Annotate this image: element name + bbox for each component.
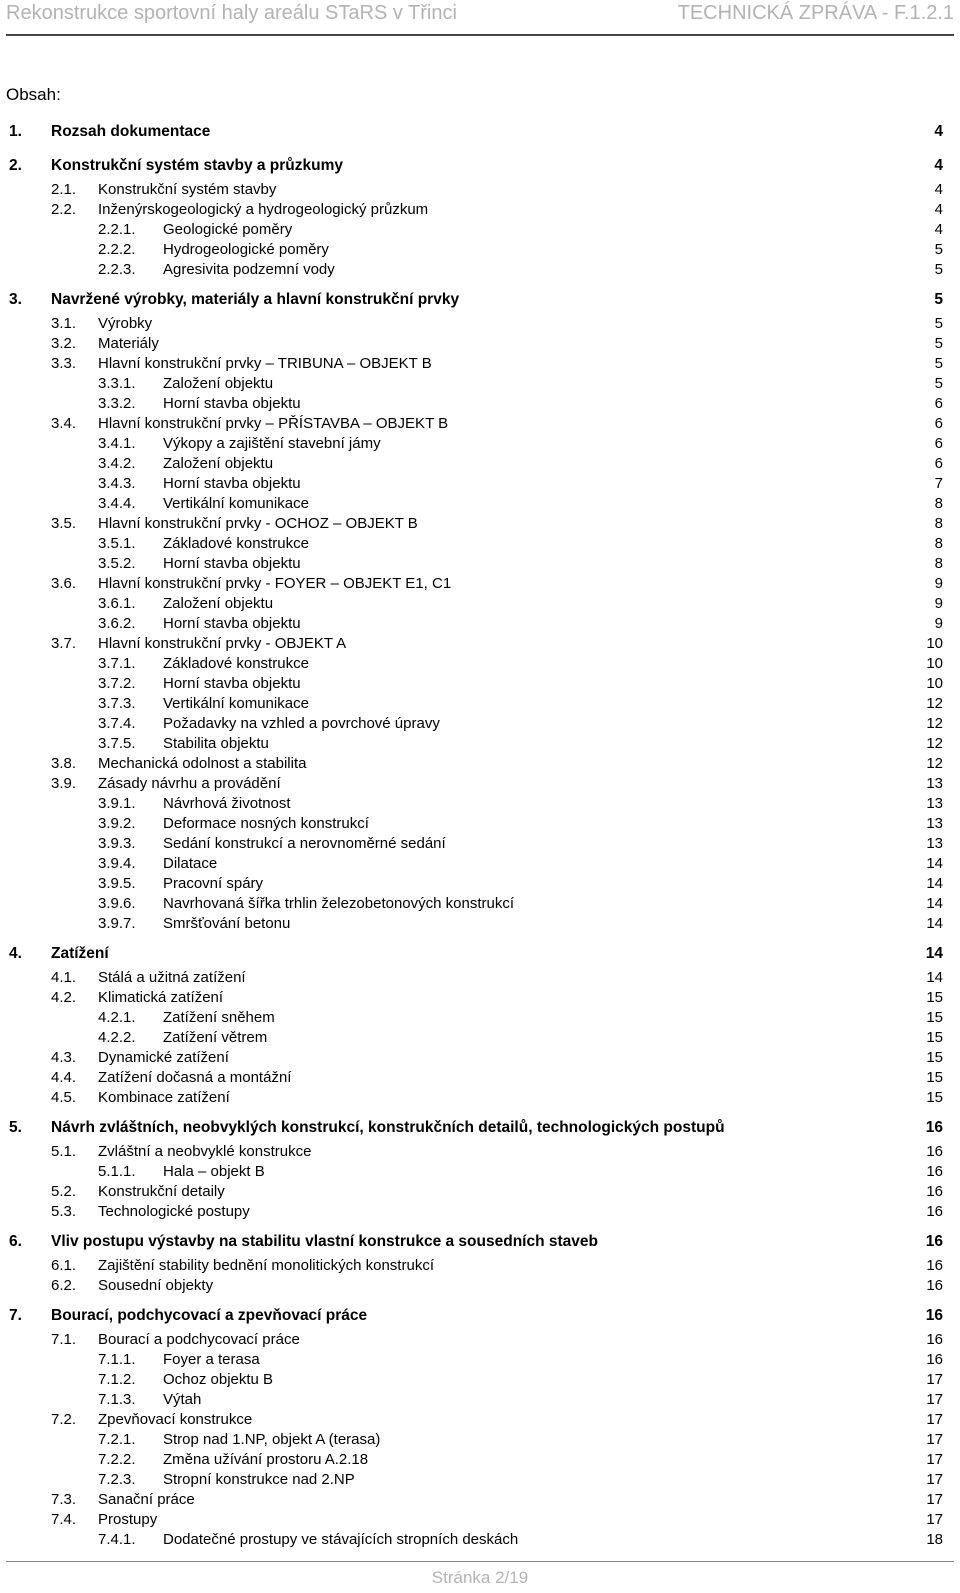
toc-entry-title: Pracovní spáry [163,875,264,892]
toc-entry-title: Dilatace [163,855,218,872]
toc-entry-num: 3.3.2. [98,395,136,412]
toc-entry-page: 14 [925,945,943,962]
toc-entry-page: 5 [934,375,943,392]
toc-entry[interactable] [0,1510,960,1530]
toc-entry-title: Konstrukční systém stavby [98,181,277,198]
toc-entry[interactable] [0,514,960,534]
toc-entry[interactable] [0,1490,960,1510]
toc-entry-title: Návrh zvláštních, neobvyklých konstrukcí, konstrukčních detailů, technologických postupů [51,1119,725,1136]
toc-entry-title: Inženýrskogeologický a hydrogeologický průzkum [98,201,429,218]
toc-entry-num: 4.3. [51,1049,77,1066]
toc-entry-page: 4 [934,157,943,174]
toc-entry-num: 3.3.1. [98,375,136,392]
toc-entry-page: 13 [926,815,943,832]
toc-entry[interactable] [0,1068,960,1088]
toc-entry-page: 14 [926,895,943,912]
toc-entry-num: 4.1. [51,969,77,986]
toc-entry[interactable] [0,1028,960,1048]
toc-entry[interactable] [0,634,960,654]
toc-entry-page: 4 [934,123,943,140]
toc-entry[interactable] [0,654,960,674]
toc-entry[interactable] [0,286,960,314]
toc-entry-num: 3.7.3. [98,695,136,712]
toc-entry[interactable] [0,614,960,634]
toc-entry-page: 10 [926,675,943,692]
toc-entry-num: 4.2.1. [98,1009,136,1026]
toc-entry-title: Kombinace zatížení [98,1089,230,1106]
toc-entry-title: Zajištění stability bednění monolitických konstrukcí [98,1257,434,1274]
toc-entry-title: Výrobky [98,315,153,332]
toc-entry-page: 12 [926,695,943,712]
toc-entry-num: 7.2. [51,1411,77,1428]
toc-entry-title: Dodatečné prostupy ve stávajících stropních deskách [163,1531,519,1548]
toc-entry[interactable] [0,1450,960,1470]
toc-entry-page: 4 [934,221,943,238]
toc-entry[interactable] [0,1410,960,1430]
toc-entry-page: 13 [926,835,943,852]
toc-entry-num: 7.1.2. [98,1371,136,1388]
toc-entry[interactable] [0,1048,960,1068]
toc-entry-page: 5 [934,291,943,308]
toc-entry-title: Mechanická odolnost a stabilita [98,755,307,772]
toc-entry-title: Hlavní konstrukční prvky - OBJEKT A [98,635,347,652]
toc-entry-title: Návrhová životnost [163,795,291,812]
toc-entry-num: 3.7. [51,635,77,652]
toc-entry-num: 2.1. [51,181,77,198]
toc-entry[interactable] [0,220,960,240]
toc-entry-page: 12 [926,715,943,732]
toc-entry[interactable] [0,1276,960,1296]
toc-entry-page: 16 [926,1183,943,1200]
toc-entry-num: 7.2.3. [98,1471,136,1488]
toc-entry-title: Navrhovaná šířka trhlin železobetonových konstrukcí [163,895,515,912]
toc-entry-num: 2.2.1. [98,221,136,238]
toc-entry-page: 15 [926,1009,943,1026]
toc-entry-title: Hlavní konstrukční prvky – PŘÍSTAVBA – OBJEKT B [98,415,449,432]
toc-entry-page: 9 [934,575,943,592]
toc-entry-num: 3.4.4. [98,495,136,512]
toc-entry-title: Smršťování betonu [163,915,291,932]
toc-entry-page: 17 [926,1431,943,1448]
toc-entry-title: Ochoz objektu B [163,1371,274,1388]
toc-entry-title: Horní stavba objektu [163,395,301,412]
toc-entry[interactable] [0,152,960,180]
toc-entry-title: Horní stavba objektu [163,675,301,692]
toc-entry-title: Hlavní konstrukční prvky - FOYER – OBJEKT E1, C1 [98,575,452,592]
toc-entry[interactable] [0,988,960,1008]
toc-entry-num: 7.2.2. [98,1451,136,1468]
toc-entry-title: Dynamické zatížení [98,1049,229,1066]
toc-entry[interactable] [0,1008,960,1028]
toc-entry-num: 3.6. [51,575,77,592]
toc-entry-title: Deformace nosných konstrukcí [163,815,369,832]
toc-entry[interactable] [0,1182,960,1202]
toc-entry-num: 3.9.7. [98,915,136,932]
toc-entry-page: 17 [926,1491,943,1508]
toc-entry-num: 7.1. [51,1331,77,1348]
toc-entry-page: 6 [934,395,943,412]
toc-entry[interactable] [0,794,960,814]
toc-entry[interactable] [0,494,960,514]
toc-entry-page: 6 [934,435,943,452]
report-id: TECHNICKÁ ZPRÁVA - F.1.2.1 [677,2,954,24]
toc-entry[interactable] [0,354,960,374]
toc-entry-num: 6. [9,1233,22,1250]
toc-entry[interactable] [0,1390,960,1410]
toc-entry-page: 12 [926,735,943,752]
toc-entry-page: 17 [926,1411,943,1428]
toc-entry-page: 4 [934,181,943,198]
toc-entry[interactable] [0,394,960,414]
toc-entry-num: 5.2. [51,1183,77,1200]
toc-entry[interactable] [0,1088,960,1108]
toc-entry-title: Hala – objekt B [163,1163,265,1180]
toc-entry-num: 2.2.2. [98,241,136,258]
toc-entry[interactable] [0,260,960,280]
toc-entry[interactable] [0,1228,960,1256]
toc-entry-page: 5 [934,335,943,352]
toc-entry-num: 7.1.3. [98,1391,136,1408]
toc-entry-num: 4.2.2. [98,1029,136,1046]
toc-entry-num: 3.4. [51,415,77,432]
toc-entry-page: 10 [926,655,943,672]
toc-entry-num: 7.4. [51,1511,77,1528]
toc-entry[interactable] [0,734,960,754]
toc-entry-num: 7.2.1. [98,1431,136,1448]
toc-entry-num: 3.1. [51,315,77,332]
toc-entry-title: Agresivita podzemní vody [163,261,335,278]
toc-entry[interactable] [0,1430,960,1450]
toc-entry[interactable] [0,1330,960,1350]
document-title: Rekonstrukce sportovní haly areálu STaRS v Třinci [6,2,457,24]
toc-entry-title: Zpevňovací konstrukce [98,1411,253,1428]
toc-entry-num: 3.9.5. [98,875,136,892]
toc-entry-title: Prostupy [98,1511,158,1528]
toc-entry-num: 3.4.3. [98,475,136,492]
toc-entry-num: 2.2.3. [98,261,136,278]
toc-entry-title: Změna užívání prostoru A.2.18 [163,1451,369,1468]
toc-entry-page: 17 [926,1371,943,1388]
table-of-contents [0,118,960,1550]
toc-entry-num: 3. [9,291,22,308]
toc-entry[interactable] [0,454,960,474]
toc-entry-num: 1. [9,123,22,140]
toc-entry-title: Vertikální komunikace [163,695,309,712]
toc-entry[interactable] [0,1530,960,1550]
toc-entry-page: 17 [926,1471,943,1488]
toc-entry-num: 3.9.2. [98,815,136,832]
toc-entry-title: Stabilita objektu [163,735,269,752]
toc-entry-title: Základové konstrukce [163,655,309,672]
toc-entry-num: 2. [9,157,22,174]
toc-entry[interactable] [0,1142,960,1162]
toc-entry[interactable] [0,240,960,260]
toc-entry[interactable] [0,594,960,614]
toc-entry-page: 15 [926,1029,943,1046]
toc-entry-page: 16 [925,1119,943,1136]
toc-entry-page: 15 [926,1089,943,1106]
toc-entry[interactable] [0,200,960,220]
toc-entry-num: 7.4.1. [98,1531,136,1548]
toc-entry-page: 6 [934,455,943,472]
toc-entry-page: 16 [926,1163,943,1180]
toc-entry-page: 15 [926,989,943,1006]
toc-entry-page: 12 [926,755,943,772]
toc-entry-title: Založení objektu [163,595,274,612]
toc-entry[interactable] [0,554,960,574]
toc-entry-page: 8 [934,535,943,552]
toc-entry-page: 18 [926,1531,943,1548]
toc-entry-page: 9 [934,595,943,612]
toc-entry-title: Konstrukční detaily [98,1183,225,1200]
toc-entry-num: 7.1.1. [98,1351,136,1368]
toc-entry[interactable] [0,814,960,834]
toc-entry-title: Geologické poměry [163,221,293,238]
toc-entry-title: Foyer a terasa [163,1351,260,1368]
toc-entry[interactable] [0,1162,960,1182]
toc-entry-title: Vertikální komunikace [163,495,309,512]
toc-entry-num: 6.2. [51,1277,77,1294]
toc-entry[interactable] [0,534,960,554]
toc-entry-page: 16 [926,1351,943,1368]
toc-entry-num: 4.4. [51,1069,77,1086]
toc-entry[interactable] [0,894,960,914]
toc-entry-num: 3.9.3. [98,835,136,852]
toc-entry-page: 5 [934,261,943,278]
toc-entry[interactable] [0,834,960,854]
toc-entry-page: 8 [934,495,943,512]
toc-entry-page: 14 [926,855,943,872]
toc-entry-page: 10 [926,635,943,652]
toc-entry-num: 4.5. [51,1089,77,1106]
toc-entry-page: 16 [926,1257,943,1274]
toc-entry-page: 16 [926,1277,943,1294]
toc-entry-title: Zásady návrhu a provádění [98,775,281,792]
toc-entry[interactable] [0,374,960,394]
toc-entry-num: 4.2. [51,989,77,1006]
toc-entry[interactable] [0,334,960,354]
toc-entry-page: 16 [925,1307,943,1324]
toc-entry-num: 3.2. [51,335,77,352]
toc-entry[interactable] [0,1256,960,1276]
toc-entry-num: 3.7.5. [98,735,136,752]
toc-entry[interactable] [0,474,960,494]
toc-entry-title: Hydrogeologické poměry [163,241,329,258]
toc-entry-title: Konstrukční systém stavby a průzkumy [51,157,344,174]
toc-entry[interactable] [0,414,960,434]
toc-entry[interactable] [0,754,960,774]
toc-entry-num: 5.1.1. [98,1163,136,1180]
toc-entry[interactable] [0,874,960,894]
toc-entry-num: 3.9.1. [98,795,136,812]
toc-entry-num: 3.7.2. [98,675,136,692]
toc-entry-title: Zatížení větrem [163,1029,268,1046]
toc-entry-title: Stropní konstrukce nad 2.NP [163,1471,355,1488]
toc-entry-page: 16 [926,1331,943,1348]
toc-entry-title: Horní stavba objektu [163,475,301,492]
toc-entry-title: Strop nad 1.NP, objekt A (terasa) [163,1431,381,1448]
toc-entry[interactable] [0,1202,960,1222]
toc-entry-num: 3.5.2. [98,555,136,572]
toc-entry-title: Klimatická zatížení [98,989,224,1006]
toc-entry-title: Zatížení sněhem [163,1009,275,1026]
toc-entry-page: 16 [926,1203,943,1220]
toc-entry[interactable] [0,714,960,734]
toc-entry-num: 3.9. [51,775,77,792]
page-header [6,0,954,36]
toc-entry[interactable] [0,1370,960,1390]
toc-entry[interactable] [0,1302,960,1330]
toc-entry-title: Bourací a podchycovací práce [98,1331,300,1348]
toc-entry[interactable] [0,118,960,146]
toc-entry-num: 3.6.1. [98,595,136,612]
toc-entry-title: Zatížení dočasná a montážní [98,1069,292,1086]
toc-entry-title: Materiály [98,335,159,352]
toc-entry-page: 5 [934,355,943,372]
toc-entry-num: 3.5. [51,515,77,532]
toc-entry-title: Výtah [163,1391,202,1408]
toc-entry-num: 3.4.1. [98,435,136,452]
toc-entry-num: 5.1. [51,1143,77,1160]
toc-entry-page: 13 [926,775,943,792]
toc-entry[interactable] [0,1470,960,1490]
toc-entry-title: Sedání konstrukcí a nerovnoměrné sedání [163,835,446,852]
toc-entry-title: Horní stavba objektu [163,555,301,572]
toc-entry[interactable] [0,694,960,714]
toc-entry-page: 16 [925,1233,943,1250]
toc-entry[interactable] [0,914,960,934]
toc-entry-num: 3.7.1. [98,655,136,672]
toc-entry-page: 8 [934,555,943,572]
toc-entry-page: 14 [926,915,943,932]
toc-entry-title: Vliv postupu výstavby na stabilitu vlastní konstrukce a sousedních staveb [51,1233,598,1250]
toc-entry[interactable] [0,314,960,334]
toc-entry-num: 3.9.6. [98,895,136,912]
footer-divider [6,1561,954,1562]
toc-entry[interactable] [0,1114,960,1142]
toc-entry-title: Navržené výrobky, materiály a hlavní konstrukční prvky [51,291,460,308]
toc-entry-title: Sousední objekty [98,1277,214,1294]
toc-entry-page: 17 [926,1391,943,1408]
toc-entry-title: Bourací, podchycovací a zpevňovací práce [51,1307,368,1324]
toc-entry[interactable] [0,940,960,968]
toc-entry-title: Horní stavba objektu [163,615,301,632]
toc-entry-num: 7.3. [51,1491,77,1508]
toc-entry[interactable] [0,1350,960,1370]
toc-entry[interactable] [0,180,960,200]
toc-entry-page: 6 [934,415,943,432]
toc-entry-title: Založení objektu [163,455,274,472]
toc-entry-title: Požadavky na vzhled a povrchové úpravy [163,715,440,732]
toc-entry-page: 14 [926,969,943,986]
toc-entry-page: 4 [934,201,943,218]
toc-entry-page: 16 [926,1143,943,1160]
toc-entry-num: 4. [9,945,22,962]
toc-entry-title: Založení objektu [163,375,274,392]
toc-entry[interactable] [0,574,960,594]
toc-entry-num: 3.9.4. [98,855,136,872]
page-number: Stránka 2/19 [431,1568,529,1587]
toc-entry[interactable] [0,774,960,794]
toc-entry-title: Zatížení [51,945,109,962]
toc-entry-page: 8 [934,515,943,532]
toc-entry-page: 9 [934,615,943,632]
toc-entry-page: 13 [926,795,943,812]
toc-entry[interactable] [0,434,960,454]
toc-entry-page: 17 [926,1511,943,1528]
toc-entry-page: 15 [926,1069,943,1086]
toc-entry-num: 3.7.4. [98,715,136,732]
toc-entry-title: Výkopy a zajištění stavební jámy [163,435,381,452]
toc-entry-title: Základové konstrukce [163,535,309,552]
toc-entry-num: 7. [9,1307,22,1324]
toc-entry-page: 15 [926,1049,943,1066]
toc-entry[interactable] [0,968,960,988]
toc-entry-page: 14 [926,875,943,892]
toc-entry-page: 5 [934,241,943,258]
toc-entry-num: 6.1. [51,1257,77,1274]
toc-entry-num: 3.4.2. [98,455,136,472]
toc-entry-title: Zvláštní a neobvyklé konstrukce [98,1143,312,1160]
toc-entry[interactable] [0,854,960,874]
toc-entry-title: Hlavní konstrukční prvky – TRIBUNA – OBJEKT B [98,355,432,372]
toc-entry-num: 5.3. [51,1203,77,1220]
toc-entry-num: 2.2. [51,201,77,218]
toc-entry-page: 5 [934,315,943,332]
toc-entry-title: Technologické postupy [98,1203,250,1220]
toc-entry[interactable] [0,674,960,694]
toc-entry-num: 3.3. [51,355,77,372]
toc-entry-page: 17 [926,1451,943,1468]
toc-entry-title: Sanační práce [98,1491,195,1508]
toc-entry-title: Stálá a užitná zatížení [98,969,246,986]
contents-label: Obsah: [6,85,61,104]
toc-entry-num: 3.6.2. [98,615,136,632]
toc-entry-num: 3.8. [51,755,77,772]
toc-entry-num: 3.5.1. [98,535,136,552]
toc-entry-title: Rozsah dokumentace [51,123,211,140]
toc-entry-page: 7 [934,475,943,492]
toc-entry-num: 5. [9,1119,22,1136]
toc-entry-title: Hlavní konstrukční prvky - OCHOZ – OBJEKT B [98,515,418,532]
